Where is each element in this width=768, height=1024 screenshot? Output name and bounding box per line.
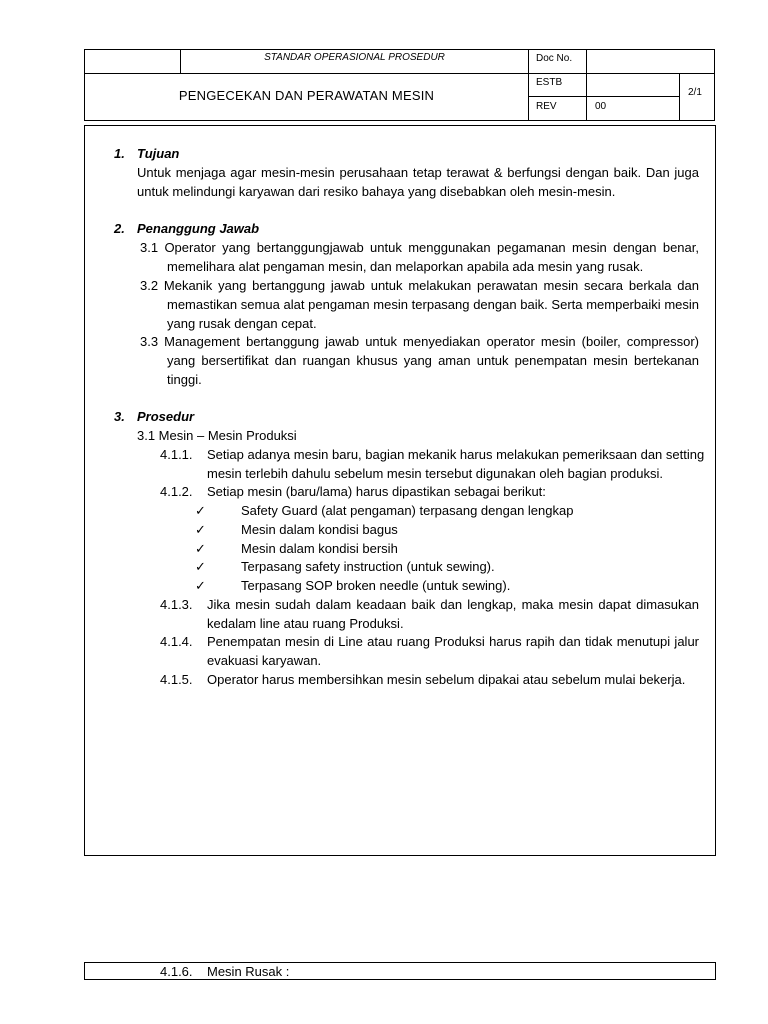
divider [85,73,714,74]
rev-value: 00 [595,101,607,112]
procedure-number: 4.1.3. [160,597,193,612]
responsibility-item: yang rusak dengan cepat. [167,316,317,331]
header-table [84,49,715,121]
divider [528,50,529,121]
checkmark-icon: ✓ [195,578,206,593]
procedure-number: 4.1.2. [160,484,193,499]
page-number: 2/1 [688,87,702,98]
responsibility-item: memelihara alat pengaman mesin, dan melaporkan apabila ada mesin yang rusak. [167,259,644,274]
estb-label: ESTB [536,77,563,88]
procedure-text: Penempatan mesin di Line atau ruang Produksi harus rapih dan tidak menutupi jalur [207,634,699,649]
procedure-text: Mesin Rusak : [207,964,290,979]
procedure-text: Operator harus membersihkan mesin sebelum dipakai atau sebelum mulai bekerja. [207,672,686,687]
checklist-item: Terpasang SOP broken needle (untuk sewing). [241,578,511,593]
checklist-item: Mesin dalam kondisi bersih [241,541,398,556]
procedure-number: 4.1.1. [160,447,193,462]
responsibility-item: tinggi. [167,372,202,387]
sop-standard-title: STANDAR OPERASIONAL PROSEDUR [264,52,445,63]
responsibility-item: 3.3 Management bertanggung jawab untuk menyediakan operator mesin (boiler, compressor) [140,334,699,349]
checklist-item: Terpasang safety instruction (untuk sewing). [241,559,495,574]
doc-no-label: Doc No. [536,53,573,64]
responsibility-item: 3.1 Operator yang bertanggungjawab untuk menggunakan pegamanan mesin dengan benar, [140,240,699,255]
divider [528,96,679,97]
procedure-text: kedalam line atau ruang Produksi. [207,616,404,631]
procedure-text: Setiap adanya mesin baru, bagian mekanik harus melakukan pemeriksaan dan setting [207,447,705,462]
procedure-text: Setiap mesin (baru/lama) harus dipastikan sebagai berikut: [207,484,546,499]
checkmark-icon: ✓ [195,541,206,556]
responsibility-item: 3.2 Mekanik yang bertanggung jawab untuk melakukan perawatan mesin secara berkala dan [140,278,699,293]
section-1-text-line: untuk melindungi karyawan dari resiko bahaya yang disebabkan oleh mesin-mesin. [137,184,616,199]
procedure-text: Jika mesin sudah dalam keadaan baik dan lengkap, maka mesin dapat dimasukan [207,597,699,612]
responsibility-item: memastikan semua alat pengaman mesin terpasang dengan baik. Serta memperbaiki mesin [167,297,699,312]
divider [679,74,680,121]
rev-label: REV [536,101,557,112]
procedure-text: mesin terlebih dahulu sebelum mesin tersebut digunakan oleh bagian produksi. [207,466,664,481]
procedure-number: 4.1.5. [160,672,193,687]
checklist-item: Safety Guard (alat pengaman) terpasang dengan lengkap [241,503,574,518]
section-3-number: 3. [114,409,125,424]
divider [586,50,587,121]
procedure-text: evakuasi karyawan. [207,653,322,668]
procedure-number: 4.1.4. [160,634,193,649]
procedure-number: 4.1.6. [160,964,193,979]
section-2-number: 2. [114,221,125,236]
checkmark-icon: ✓ [195,503,206,518]
checkmark-icon: ✓ [195,522,206,537]
section-2-title: Penanggung Jawab [137,221,260,236]
section-1-title: Tujuan [137,146,180,161]
checklist-item: Mesin dalam kondisi bagus [241,522,398,537]
responsibility-item: yang bersertifikat dan ruangan khusus yang aman untuk penempatan mesin bertekanan [167,353,699,368]
subsection-title: 3.1 Mesin – Mesin Produksi [137,428,297,443]
section-1-number: 1. [114,146,125,161]
document-title: PENGECEKAN DAN PERAWATAN MESIN [178,88,435,103]
checkmark-icon: ✓ [195,559,206,574]
section-3-title: Prosedur [137,409,195,424]
section-1-text-line: Untuk menjaga agar mesin-mesin perusahaan tetap terawat & berfungsi dengan baik. Dan juga [137,165,699,180]
